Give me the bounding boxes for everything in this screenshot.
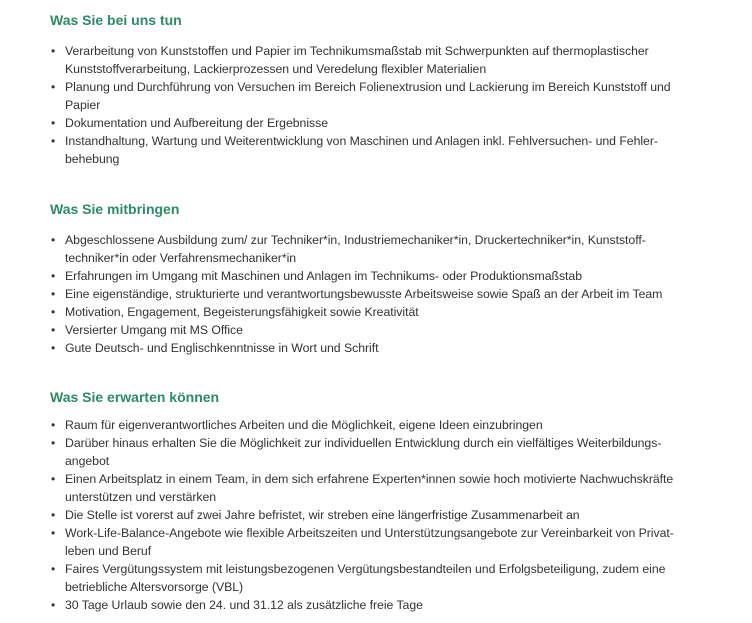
list-item <box>50 78 690 114</box>
benefits-list <box>50 416 690 614</box>
list-item <box>50 596 690 614</box>
bullet-icon: • <box>51 598 56 612</box>
list-item <box>50 303 690 321</box>
requirements-list <box>50 231 690 357</box>
list-item-text: Work-Life-Balance-Angebote wie flexible Arbeitszeiten und Unterstützungsangebote zur Vereinbarkeit von Privatleben und Beruf <box>65 526 674 558</box>
bullet-icon: • <box>51 134 56 148</box>
section-tasks <box>50 11 710 166</box>
list-item <box>50 267 690 285</box>
bullet-icon: • <box>51 116 56 130</box>
bullet-icon: • <box>51 341 56 355</box>
list-item <box>50 470 690 506</box>
list-item <box>50 506 690 524</box>
list-item-text: Dokumentation und Aufbereitung der Ergebnisse <box>65 116 328 130</box>
list-item-text: Eine eigenständige, strukturierte und verantwortungsbewusste Arbeitsweise sowie Spaß an der Arbeit im Team <box>65 287 663 301</box>
list-item <box>50 114 690 132</box>
list-item-text: Versierter Umgang mit MS Office <box>65 323 243 337</box>
list-item-text: Abgeschlossene Ausbildung zum/ zur Techniker*in, Industriemechaniker*in, Druckertechniker*in, Kunststofftechniker*in oder Verfahrensmechaniker*in <box>65 233 646 265</box>
list-item-text: Motivation, Engagement, Begeisterungsfähigkeit sowie Kreativität <box>65 305 419 319</box>
bullet-icon: • <box>51 323 56 337</box>
list-item-text: Faires Vergütungssystem mit leistungsbezogenen Vergütungsbestandteilen und Erfolgsbeteiligung, zudem eine betriebliche Altersvorsorge (VBL) <box>65 562 666 594</box>
list-item <box>50 231 690 267</box>
bullet-icon: • <box>51 305 56 319</box>
list-item <box>50 434 690 470</box>
section-heading: Was Sie bei uns tun <box>50 12 182 28</box>
task-list <box>50 42 690 168</box>
list-item-text: Verarbeitung von Kunststoffen und Papier im Technikumsmaßstab mit Schwerpunkten auf thermoplastischer Kunststoffverarbeitung, Lackierprozessen und Veredelung flexibler Materialien <box>65 44 649 76</box>
bullet-icon: • <box>51 508 56 522</box>
bullet-icon: • <box>51 418 56 432</box>
list-item-text: Planung und Durchführung von Versuchen im Bereich Folienextrusion und Lackierung im Bereich Kunststoff und Papier <box>65 80 671 112</box>
section-heading: Was Sie erwarten können <box>50 389 220 405</box>
list-item <box>50 132 690 168</box>
section-benefits <box>50 388 710 612</box>
list-item-text: Raum für eigenverantwortliches Arbeiten und die Möglichkeit, eigene Ideen einzubringen <box>65 418 543 432</box>
list-item <box>50 560 690 596</box>
bullet-icon: • <box>51 287 56 301</box>
list-item-text: Darüber hinaus erhalten Sie die Möglichkeit zur individuellen Entwicklung durch ein vielfältiges Weiterbildungsangebot <box>65 436 662 468</box>
list-item-text: Instandhaltung, Wartung und Weiterentwicklung von Maschinen und Anlagen inkl. Fehlversuchen- und Fehlerbehebung <box>65 134 658 166</box>
list-item-text: Erfahrungen im Umgang mit Maschinen und Anlagen im Technikums- oder Produktionsmaßstab <box>65 269 582 283</box>
list-item-text: 30 Tage Urlaub sowie den 24. und 31.12 als zusätzliche freie Tage <box>65 598 423 612</box>
list-item <box>50 416 690 434</box>
list-item <box>50 339 690 357</box>
list-item-text: Einen Arbeitsplatz in einem Team, in dem sich erfahrene Experten*innen sowie hoch motivierte Nachwuchskräfte unterstützen und verstärken <box>65 472 674 504</box>
list-item <box>50 321 690 339</box>
bullet-icon: • <box>51 233 56 247</box>
list-item-text: Gute Deutsch- und Englischkenntnisse in Wort und Schrift <box>65 341 379 355</box>
bullet-icon: • <box>51 44 56 58</box>
list-item <box>50 285 690 303</box>
bullet-icon: • <box>51 562 56 576</box>
bullet-icon: • <box>51 80 56 94</box>
list-item <box>50 42 690 78</box>
list-item <box>50 524 690 560</box>
list-item-text: Die Stelle ist vorerst auf zwei Jahre befristet, wir streben eine längerfristige Zusammenarbeit an <box>65 508 580 522</box>
bullet-icon: • <box>51 269 56 283</box>
bullet-icon: • <box>51 472 56 486</box>
bullet-icon: • <box>51 436 56 450</box>
bullet-icon: • <box>51 526 56 540</box>
section-heading: Was Sie mitbringen <box>50 201 180 217</box>
section-requirements <box>50 200 710 355</box>
